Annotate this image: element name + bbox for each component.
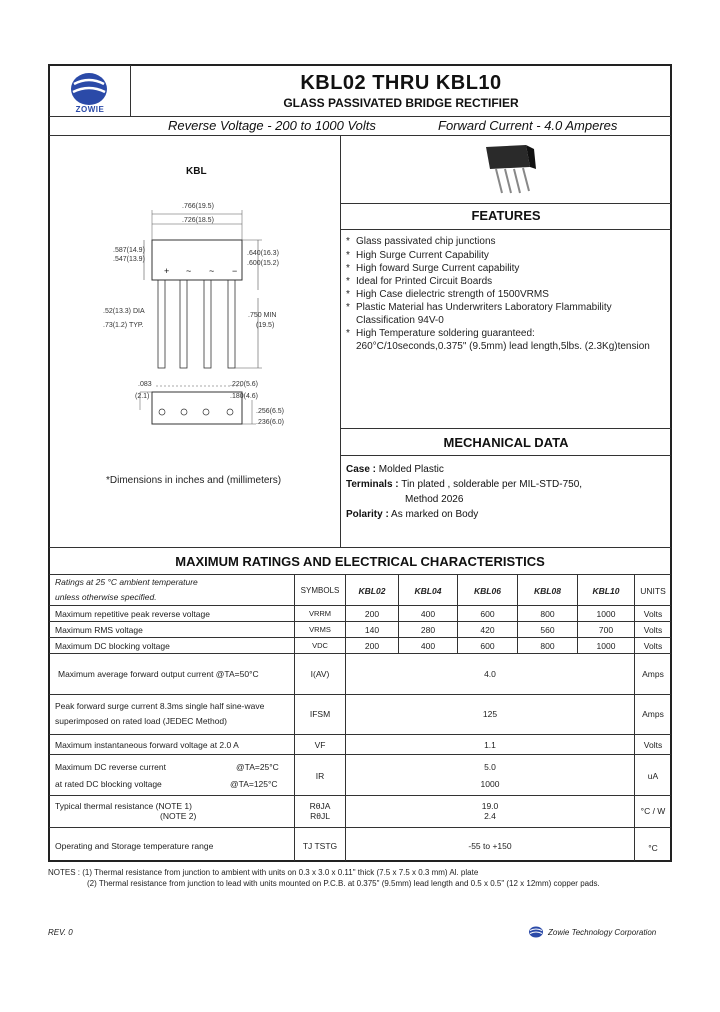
table-row-iav-value: 4.0 — [484, 669, 496, 679]
tbl-line-6 — [49, 734, 671, 735]
table-row-vrms-v3: 420 — [480, 625, 495, 635]
table-row-ifsm-value: 125 — [482, 709, 498, 719]
page-title: KBL02 THRU KBL10 — [300, 72, 502, 94]
feature-text: Classification 94V-0 — [356, 315, 444, 326]
table-row-vrms-unit: Volts — [643, 625, 663, 635]
tbl-line-4 — [49, 653, 671, 654]
table-row-ifsm-symbol: IFSM — [309, 709, 331, 719]
table-row-thermal-value-1: 19.0 — [481, 801, 499, 811]
feature-item-4: * Ideal for Printed Circuit Boards — [346, 276, 493, 287]
feature-text: Ideal for Printed Circuit Boards — [356, 276, 493, 287]
dim-pitch: .083 — [138, 381, 152, 388]
mech-top-divider — [341, 428, 671, 429]
table-row-vdc-symbol: VDC — [312, 641, 328, 650]
col-header-units: UNITS — [640, 586, 666, 596]
table-row-temp-unit: °C — [648, 843, 658, 853]
tbl-line-7 — [49, 754, 671, 755]
dim-lead-typ: .73(1.2) TYP. — [103, 322, 144, 329]
mech-case-value: Molded Plastic — [378, 464, 444, 475]
dim-height-max: .587(14.9) — [113, 247, 145, 254]
table-row-vf-unit: Volts — [643, 740, 663, 750]
table-row-iav-unit: Amps — [642, 669, 664, 679]
feature-item-8: * High Temperature soldering guaranteed: — [346, 328, 535, 339]
mech-terminals — [346, 479, 582, 490]
table-row-ir-symbol: IR — [315, 771, 325, 781]
table-row-vrrm-v5: 1000 — [596, 609, 616, 619]
table-row-vdc-unit: Volts — [643, 641, 663, 651]
feature-text: High foward Surge Current capability — [356, 263, 520, 274]
table-row-ifsm-param-2: superimposed on rated load (JEDEC Method) — [55, 716, 227, 726]
table-row-thermal-symbol-1: RθJA — [309, 801, 331, 811]
dim-depth-max: .256(6.5) — [256, 408, 285, 415]
dim-width-max: .766(19.5) — [182, 203, 214, 210]
table-row-vdc-v4: 800 — [540, 641, 555, 651]
table-row-thermal-symbol-2: RθJL — [310, 811, 330, 821]
dim-spacing-max: .220(5.6) — [230, 381, 259, 388]
col-header-kbl08: KBL08 — [534, 586, 561, 596]
dim-lead-min-mm: (19.5) — [256, 322, 275, 329]
table-row-ir-value-1: 5.0 — [484, 762, 496, 772]
ratings-title: MAXIMUM RATINGS AND ELECTRICAL CHARACTERISTICS — [175, 554, 545, 569]
logo-text: ZOWIE — [75, 105, 105, 114]
pin-mark-4: − — [232, 266, 238, 276]
table-row-ir-param-1: Maximum DC reverse current — [55, 762, 166, 772]
feature-item-3: * High foward Surge Current capability — [346, 263, 520, 274]
feature-item-5: * High Case dielectric strength of 1500VRMS — [346, 289, 549, 300]
dim-right-max: .640(16.3) — [247, 250, 279, 257]
table-row-vrrm-param: Maximum repetitive peak reverse voltage — [55, 609, 210, 619]
table-row-ifsm-unit: Amps — [642, 709, 664, 719]
note-1: NOTES : (1) Thermal resistance from junction to ambient with units on 0.3 x 3.0 x 0.11" thick (7.5 x 7.5 x 0.3 mm) Al. plate — [48, 868, 479, 877]
feature-item-7 — [346, 315, 444, 326]
table-row-vf-param: Maximum instantaneous forward voltage at 2.0 A — [55, 740, 239, 750]
mech-title-divider — [341, 455, 671, 456]
table-row-iav-param: Maximum average forward output current @TA=50°C — [58, 669, 259, 679]
tbl-line-8 — [49, 795, 671, 796]
table-row-vrms-v1: 140 — [364, 625, 380, 635]
tbl-line-9 — [49, 827, 671, 828]
feature-item-2: * High Surge Current Capability — [346, 250, 489, 261]
ratings-condition-2: unless otherwise specified. — [55, 592, 157, 602]
package-drawing — [100, 200, 320, 440]
dim-depth-min: .236(6.0) — [256, 419, 285, 426]
table-row-vrrm-unit: Volts — [643, 609, 663, 619]
photo-divider — [341, 203, 671, 204]
bridge-rectifier-image — [480, 141, 540, 201]
table-row-vdc-v5: 1000 — [596, 641, 616, 651]
mech-polarity-label: Polarity : — [346, 509, 389, 520]
table-row-iav-symbol: I(AV) — [310, 669, 330, 679]
feature-item-1: * Glass passivated chip junctions — [346, 236, 496, 247]
feature-item-9 — [346, 341, 650, 352]
table-row-vrrm-v1: 200 — [364, 609, 380, 619]
table-row-ifsm-param-1: Peak forward surge current 8.3ms single half sine-wave — [55, 701, 265, 711]
pin-mark-1: + — [164, 266, 170, 276]
table-row-vdc-v3: 600 — [480, 641, 495, 651]
component-photo — [480, 141, 540, 201]
table-row-vrms-param: Maximum RMS voltage — [55, 625, 143, 635]
dim-spacing-min: .180(4.6) — [230, 393, 259, 400]
col-header-kbl02: KBL02 — [358, 586, 386, 596]
table-row-temp-param: Operating and Storage temperature range — [55, 841, 214, 851]
header-divider — [49, 116, 671, 117]
mech-terminals-label: Terminals : — [346, 479, 399, 490]
ratings-top-divider — [49, 547, 671, 548]
mech-method-value: Method 2026 — [405, 494, 464, 505]
subheader-divider — [49, 135, 671, 136]
dim-right-min: .600(15.2) — [247, 260, 279, 267]
dimensions-note-text: Dimensions in inches and (millimeters) — [109, 475, 282, 486]
table-row-thermal-value-2: 2.4 — [484, 811, 496, 821]
mech-case-label: Case : — [346, 464, 377, 475]
mech-case — [346, 464, 444, 475]
table-row-vrrm-symbol: VRRM — [308, 609, 332, 618]
table-row-vf-symbol: VF — [314, 740, 326, 750]
dim-lead-min: .750 MIN — [248, 312, 277, 319]
dim-hole-dia: .52(13.3) DIA — [103, 308, 145, 315]
company-name: Zowie Technology Corporation — [548, 928, 657, 937]
dim-width-min: .726(18.5) — [182, 217, 214, 224]
table-row-ir-cond-2: @TA=125°C — [230, 779, 278, 789]
table-row-vrms-symbol: VRMS — [309, 625, 331, 634]
col-header-symbols: SYMBOLS — [300, 586, 340, 595]
table-row-thermal-param-1: Typical thermal resistance (NOTE 1) — [55, 801, 192, 811]
mech-polarity — [346, 509, 478, 520]
feature-text: High Surge Current Capability — [356, 250, 489, 261]
ratings-condition-1: Ratings at 25 °C ambient temperature — [55, 577, 198, 587]
feature-text: 260°C/10seconds,0.375" (9.5mm) lead length,5lbs. (2.3Kg)tension — [356, 341, 650, 352]
table-row-vrms-v5: 700 — [598, 625, 614, 635]
col-header-kbl06: KBL06 — [474, 586, 501, 596]
table-row-temp-symbol: TJ TSTG — [302, 841, 338, 851]
table-row-ir-value-2: 1000 — [480, 779, 500, 789]
table-row-ir-param-2: at rated DC blocking voltage — [55, 779, 162, 789]
package-label: KBL — [186, 166, 207, 177]
pin-mark-2: ~ — [186, 266, 192, 276]
company-logo — [66, 72, 112, 118]
col-header-kbl04: KBL04 — [414, 586, 442, 596]
zowie-logo-icon — [66, 72, 112, 106]
dim-pitch-mm: (2.1) — [135, 393, 150, 400]
features-title-divider — [341, 229, 671, 230]
zowie-small-logo-icon — [528, 926, 544, 938]
features-title: FEATURES — [471, 208, 541, 223]
table-row-vdc-param: Maximum DC blocking voltage — [55, 641, 170, 651]
pin-mark-3: ~ — [209, 266, 215, 276]
table-row-ir-cond-1: @TA=25°C — [236, 762, 279, 772]
feature-text: High Temperature soldering guaranteed: — [356, 328, 535, 339]
dimensions-note: *Dimensions in inches and (millimeters) — [106, 475, 282, 486]
note-2: (2) Thermal resistance from junction to lead with units mounted on P.C.B. at 0.375" (9.5mm) lead length and 0.5 x 0.5" (12 x 12mm) copper pads. — [87, 879, 600, 888]
table-row-vdc-v2: 400 — [420, 641, 436, 651]
feature-text: Plastic Material has Underwriters Laboratory Flammability — [356, 302, 612, 313]
revision: REV. 0 — [48, 928, 73, 937]
page-subtitle: GLASS PASSIVATED BRIDGE RECTIFIER — [283, 96, 519, 110]
table-row-temp-value: -55 to +150 — [468, 841, 512, 851]
mech-method — [405, 494, 463, 505]
feature-text: Glass passivated chip junctions — [356, 236, 496, 247]
table-row-vrms-v2: 280 — [420, 625, 436, 635]
drawing-divider — [340, 136, 341, 548]
table-row-thermal-param-2: (NOTE 2) — [160, 811, 197, 821]
table-row-vdc-v1: 200 — [364, 641, 380, 651]
table-row-vf-value: 1.1 — [484, 740, 496, 750]
table-row-thermal-unit: °C / W — [640, 806, 666, 816]
feature-text: High Case dielectric strength of 1500VRMS — [356, 289, 549, 300]
reverse-voltage: Reverse Voltage - 200 to 1000 Volts — [168, 118, 376, 133]
table-row-ir-unit: uA — [647, 771, 659, 781]
table-row-vrrm-v2: 400 — [420, 609, 436, 619]
feature-item-6: * Plastic Material has Underwriters Laboratory Flammability — [346, 302, 612, 313]
col-header-kbl10: KBL10 — [592, 586, 620, 596]
tbl-line-5 — [49, 694, 671, 695]
table-row-vrrm-v4: 800 — [540, 609, 555, 619]
mech-terminals-value: Tin plated , solderable per MIL-STD-750, — [401, 479, 583, 490]
table-row-vrms-v4: 560 — [540, 625, 555, 635]
mech-polarity-value: As marked on Body — [391, 509, 479, 520]
footer-logo — [528, 925, 544, 943]
mechanical-title: MECHANICAL DATA — [443, 435, 569, 450]
dim-height-min: .547(13.9) — [113, 256, 145, 263]
table-row-vrrm-v3: 600 — [480, 609, 495, 619]
forward-current: Forward Current - 4.0 Amperes — [438, 118, 618, 133]
